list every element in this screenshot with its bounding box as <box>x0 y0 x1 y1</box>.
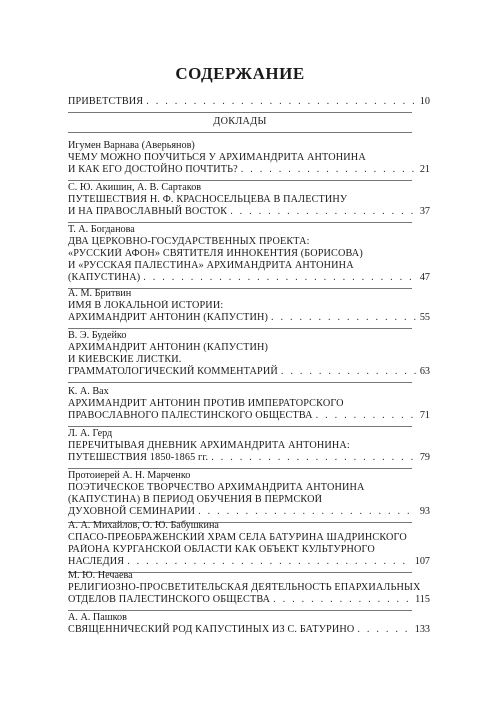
entry-title-line: ОТДЕЛОВ ПАЛЕСТИНСКОГО ОБЩЕСТВА <box>68 594 271 605</box>
page-number: 10 <box>419 96 430 107</box>
entry-title-line: ПУТЕШЕСТВИЯ 1850-1865 гг. <box>68 452 209 463</box>
entry-title-line: ГРАММАТОЛОГИЧЕСКИЙ КОММЕНТАРИЙ <box>68 366 278 377</box>
leader-dots <box>143 272 417 284</box>
toc-entry[interactable] <box>68 140 430 176</box>
divider <box>68 180 412 181</box>
leader-dots <box>241 164 417 176</box>
entry-title-line: ИМЯ В ЛОКАЛЬНОЙ ИСТОРИИ: <box>68 300 224 311</box>
page-number: 133 <box>414 624 430 635</box>
page-number: 37 <box>419 206 430 217</box>
entry-title-line: И КИЕВСКИЕ ЛИСТКИ. <box>68 354 182 365</box>
toc-entry[interactable] <box>68 570 430 606</box>
toc-entry[interactable] <box>68 182 430 218</box>
entry-title-line: РЕЛИГИОЗНО-ПРОСВЕТИТЕЛЬСКАЯ ДЕЯТЕЛЬНОСТЬ ЕПАРХИАЛЬНЫХ <box>68 582 421 593</box>
entry-title-line: ПОЭТИЧЕСКОЕ ТВОРЧЕСТВО АРХИМАНДРИТА АНТОНИНА <box>68 482 365 493</box>
entry-title-line: ПРАВОСЛАВНОГО ПАЛЕСТИНСКОГО ОБЩЕСТВА <box>68 410 313 421</box>
entry-title-line: И «РУССКАЯ ПАЛЕСТИНА» АРХИМАНДРИТА АНТОНИНА <box>68 260 354 271</box>
entry-title-line: «РУССКИЙ АФОН» СВЯТИТЕЛЯ ИННОКЕНТИЯ (БОРИСОВА) <box>68 248 363 259</box>
leader-dots <box>127 556 412 568</box>
entry-title-line: СПАСО-ПРЕОБРАЖЕНСКИЙ ХРАМ СЕЛА БАТУРИНА ШАДРИНСКОГО <box>68 532 407 543</box>
entry-author: В. Э. Будейко <box>68 330 127 341</box>
page-number: 47 <box>419 272 430 283</box>
page-title: СОДЕРЖАНИЕ <box>175 64 305 83</box>
entry-title-line: ДВА ЦЕРКОВНО-ГОСУДАРСТВЕННЫХ ПРОЕКТА: <box>68 236 310 247</box>
entry-author: Игумен Варнава (Аверьянов) <box>68 140 195 151</box>
divider <box>68 426 412 427</box>
toc-entry[interactable] <box>68 612 430 636</box>
toc-entry[interactable] <box>68 386 430 422</box>
toc-entry-greetings[interactable] <box>68 96 430 108</box>
leader-dots <box>273 594 412 606</box>
page-number: 63 <box>419 366 430 377</box>
entry-title-line: НАСЛЕДИЯ <box>68 556 125 567</box>
entry-title-line: СВЯЩЕННИЧЕСКИЙ РОД КАПУСТИНЫХ ИЗ С. БАТУРИНО <box>68 624 355 635</box>
leader-dots <box>357 624 411 636</box>
toc-entry[interactable] <box>68 470 430 518</box>
entry-author: М. Ю. Нечаева <box>68 570 133 581</box>
entry-author: А. А. Михайлов, О. Ю. Бабушкина <box>68 520 219 531</box>
leader-dots <box>211 452 417 464</box>
entry-title-line: ДУХОВНОЙ СЕМИНАРИИ <box>68 506 196 517</box>
entry-title-line: (КАПУСТИНА) <box>68 272 141 283</box>
divider <box>68 112 412 113</box>
divider <box>68 382 412 383</box>
toc-entry[interactable] <box>68 428 430 464</box>
divider <box>68 468 412 469</box>
divider <box>68 610 412 611</box>
leader-dots <box>146 96 417 108</box>
entry-author: С. Ю. Акишин, А. В. Сартаков <box>68 182 202 193</box>
entry-title-line: ЧЕМУ МОЖНО ПОУЧИТЬСЯ У АРХИМАНДРИТА АНТОНИНА <box>68 152 366 163</box>
toc-entry[interactable] <box>68 224 430 284</box>
section-heading: ДОКЛАДЫ <box>213 116 267 127</box>
divider <box>68 328 412 329</box>
entry-title-line: И КАК ЕГО ДОСТОЙНО ПОЧТИТЬ? <box>68 164 238 175</box>
entry-title-line: ПЕРЕЧИТЫВАЯ ДНЕВНИК АРХИМАНДРИТА АНТОНИНА: <box>68 440 350 451</box>
entry-title-line: И НА ПРАВОСЛАВНЫЙ ВОСТОК <box>68 206 228 217</box>
leader-dots <box>271 312 417 324</box>
divider <box>68 132 412 133</box>
toc-entry[interactable] <box>68 288 430 324</box>
page-number: 115 <box>415 594 430 605</box>
entry-author: К. А. Вах <box>68 386 109 397</box>
entry-title-line: АРХИМАНДРИТ АНТОНИН ПРОТИВ ИМПЕРАТОРСКОГО <box>68 398 344 409</box>
entry-author: Л. А. Герд <box>68 428 113 439</box>
leader-dots <box>198 506 417 518</box>
entry-title-line: (КАПУСТИНА) В ПЕРИОД ОБУЧЕНИЯ В ПЕРМСКОЙ <box>68 494 323 505</box>
entry-title-line: АРХИМАНДРИТ АНТОНИН (КАПУСТИН) <box>68 312 269 323</box>
entry-title-line: ПУТЕШЕСТВИЯ Н. Ф. КРАСНОСЕЛЬЦЕВА В ПАЛЕСТИНУ <box>68 194 348 205</box>
page-number: 21 <box>419 164 430 175</box>
page-number: 79 <box>419 452 430 463</box>
leader-dots <box>316 410 417 422</box>
page-number: 93 <box>419 506 430 517</box>
entry-title-line: РАЙОНА КУРГАНСКОЙ ОБЛАСТИ КАК ОБЪЕКТ КУЛЬТУРНОГО <box>68 544 375 555</box>
page-number: 71 <box>419 410 430 421</box>
toc-entry[interactable] <box>68 520 430 568</box>
entry-author: Т. А. Богданова <box>68 224 135 235</box>
toc-entry[interactable] <box>68 330 430 378</box>
entry-author: А. А. Пашков <box>68 612 127 623</box>
entry-author: А. М. Бритвин <box>68 288 132 299</box>
page-number: 107 <box>414 556 430 567</box>
page-number: 55 <box>419 312 430 323</box>
entry-author: Протоиерей А. Н. Марченко <box>68 470 191 481</box>
leader-dots <box>230 206 417 218</box>
divider <box>68 222 412 223</box>
entry-title: ПРИВЕТСТВИЯ <box>68 96 144 107</box>
leader-dots <box>281 366 417 378</box>
entry-title-line: АРХИМАНДРИТ АНТОНИН (КАПУСТИН) <box>68 342 269 353</box>
